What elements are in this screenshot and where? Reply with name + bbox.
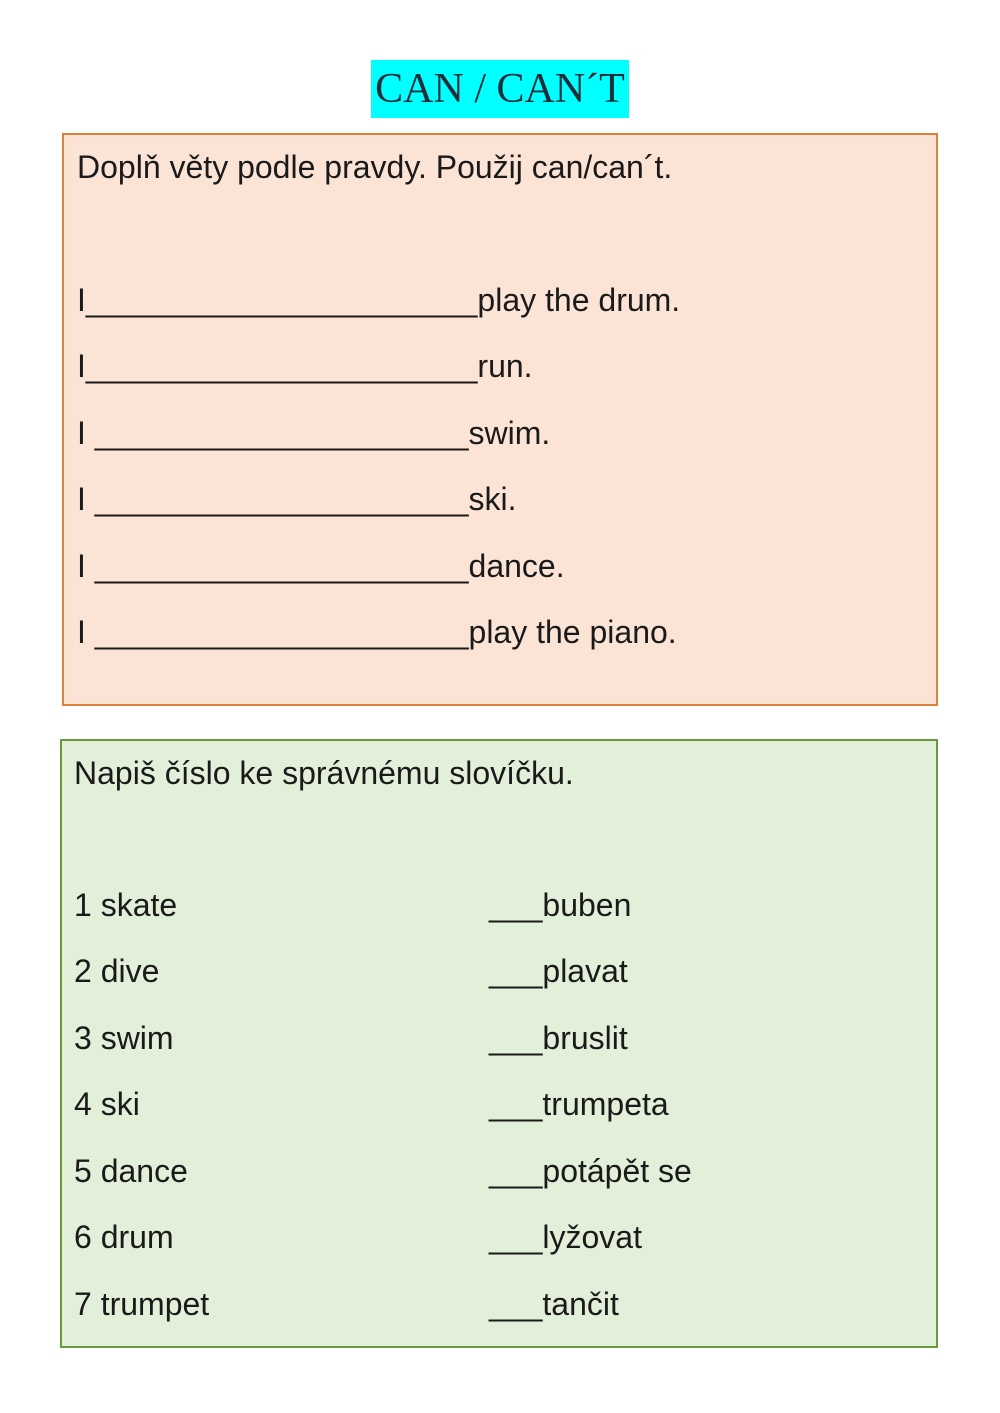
czech-word-blank[interactable]: ___buben — [489, 887, 632, 923]
exercise-2-box — [60, 739, 938, 1348]
czech-word-blank[interactable]: ___tančit — [489, 1286, 619, 1322]
english-word: 3 swim — [74, 1020, 174, 1056]
czech-word-blank[interactable]: ___trumpeta — [489, 1086, 669, 1122]
exercise-1-box — [62, 133, 938, 706]
sentence-line[interactable]: I______________________play the drum. — [77, 282, 681, 318]
english-word: 4 ski — [74, 1086, 140, 1122]
czech-word-blank[interactable]: ___bruslit — [489, 1020, 628, 1056]
english-word: 5 dance — [74, 1153, 188, 1189]
czech-word-blank[interactable]: ___plavat — [489, 953, 628, 989]
czech-word-blank[interactable]: ___potápět se — [489, 1153, 692, 1189]
sentence-line[interactable]: I _____________________swim. — [77, 415, 551, 451]
sentence-line[interactable]: I _____________________play the piano. — [77, 614, 677, 650]
sentence-line[interactable]: I______________________run. — [77, 348, 533, 384]
english-word: 2 dive — [74, 953, 160, 989]
sentence-line[interactable]: I _____________________dance. — [77, 548, 565, 584]
english-word: 7 trumpet — [74, 1286, 210, 1322]
exercise-2-instruction: Napiš číslo ke správnému slovíčku. — [74, 755, 574, 791]
sentence-line[interactable]: I _____________________ski. — [77, 481, 517, 517]
english-word: 1 skate — [74, 887, 178, 923]
page-title: CAN / CAN´T — [371, 60, 629, 118]
czech-word-blank[interactable]: ___lyžovat — [489, 1219, 642, 1255]
title-wrapper — [0, 60, 1000, 118]
english-word: 6 drum — [74, 1219, 174, 1255]
exercise-1-instruction: Doplň věty podle pravdy. Použij can/can´t. — [77, 149, 673, 185]
